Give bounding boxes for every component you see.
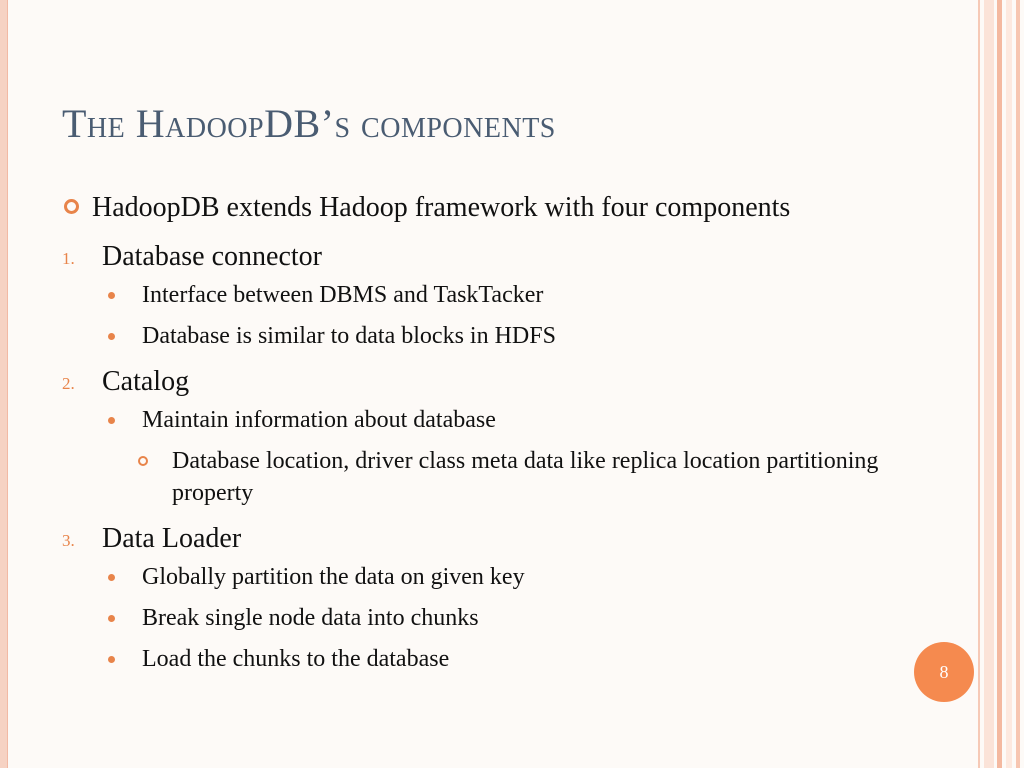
dot-bullet-icon	[108, 333, 115, 340]
dot-bullet-icon	[108, 656, 115, 663]
right-decorative-stripes	[972, 0, 1024, 768]
dot-bullet-icon	[108, 574, 115, 581]
stripe	[997, 0, 1002, 768]
dot-bullet-icon	[108, 417, 115, 424]
list-item-text: Database is similar to data blocks in HDFS	[142, 323, 556, 349]
list-item-text: Maintain information about database	[142, 407, 496, 433]
list-item	[62, 561, 882, 593]
dot-bullet-icon	[108, 615, 115, 622]
list-item	[62, 404, 882, 436]
slide-content	[62, 188, 882, 687]
stripe	[978, 0, 980, 768]
list-item-text: Break single node data into chunks	[142, 605, 479, 631]
intro-text: HadoopDB extends Hadoop framework with four components	[92, 192, 791, 223]
circle-bullet-icon	[138, 456, 148, 466]
list-item	[62, 320, 882, 352]
section-2-list	[62, 404, 882, 509]
list-item	[62, 643, 882, 675]
nested-list-item	[62, 445, 882, 509]
circle-bullet-icon	[64, 199, 79, 214]
section-1-list	[62, 279, 882, 352]
list-item-text: Load the chunks to the database	[142, 646, 450, 672]
section-heading: Database connector	[102, 241, 322, 272]
section-database-connector	[62, 239, 882, 275]
stripe	[1006, 0, 1012, 768]
section-number: 1.	[62, 249, 75, 268]
list-item-text: Globally partition the data on given key	[142, 564, 525, 590]
section-heading: Data Loader	[102, 523, 242, 554]
stripe	[1016, 0, 1020, 768]
section-number: 2.	[62, 374, 75, 393]
slide-title: The HadoopDB’s components	[62, 101, 556, 146]
section-data-loader	[62, 521, 882, 557]
section-3-list	[62, 561, 882, 675]
dot-bullet-icon	[108, 292, 115, 299]
section-number: 3.	[62, 531, 75, 550]
page-number-badge: 8	[914, 642, 974, 702]
section-heading: Catalog	[102, 366, 190, 397]
list-item-text: Interface between DBMS and TaskTacker	[142, 282, 544, 308]
section-catalog	[62, 364, 882, 400]
nested-list-item-text: Database location, driver class meta data like replica location partitioning property	[172, 448, 879, 506]
list-item	[62, 279, 882, 311]
list-item	[62, 602, 882, 634]
left-border	[0, 0, 8, 768]
stripe	[984, 0, 994, 768]
intro-bullet	[62, 188, 882, 227]
